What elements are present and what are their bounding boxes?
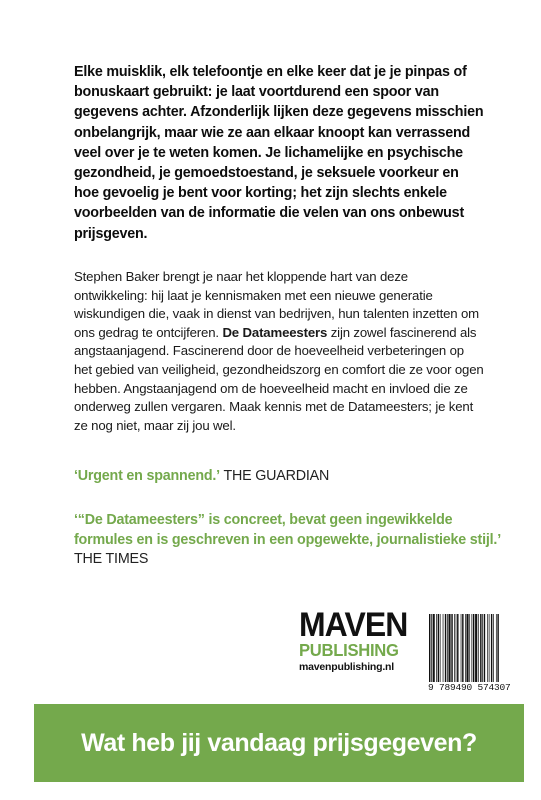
barcode-digits: 9 789490 574307	[428, 682, 524, 693]
review-quote-guardian	[74, 467, 504, 487]
quote-text: ‘Urgent en spannend.’	[74, 468, 220, 484]
quote-text: ‘“De Datameesters” is concreet, bevat geen ingewikkelde formules en is geschreven in een opgewekte, journalistieke stijl.’	[74, 512, 501, 548]
tagline-banner	[34, 704, 524, 782]
isbn-barcode	[428, 614, 524, 696]
quote-source: THE GUARDIAN	[223, 468, 330, 484]
body-text-part-1: Stephen Baker brengt je naar het kloppende hart van deze ontwikkeling: hij laat je kennismaken met een nieuwe generatie wiskundigen die, vaak in dienst van bedrijven, hun talenten inzetten om ons gedrag te ontcijferen.	[74, 269, 480, 340]
intro-paragraph: Elke muisklik, elk telefoontje en elke keer dat je je pinpas of bonuskaart gebruikt: je laat voortdurend een spoor van gegevens achter. Afzonderlijk lijken deze gegevens misschien onbelangrijk, maar wie ze aan elkaar knoopt kan verrassend veel over je te weten komen. Je lichamelijke en psychische gezondheid, je gemoedstoestand, je seksuele voorkeur en hoe gevoelig je bent voor korting; het zijn slechts enkele voorbeelden van de informatie die velen van ons onbewust prijsgeven.	[74, 64, 484, 242]
barcode-bars	[428, 614, 524, 684]
quote-source: THE TIMES	[74, 551, 149, 568]
review-quote-times	[74, 511, 504, 570]
book-title: De Datameesters	[222, 324, 328, 340]
logo-publishing-text: PUBLISHING	[299, 640, 399, 660]
publisher-logo	[299, 606, 425, 673]
publisher-url: mavenpublishing.nl	[299, 661, 394, 673]
logo-maven-text: MAVEN	[299, 606, 408, 644]
body-text-part-2: zijn zowel fascinerend als angstaanjagend. Fascinerend door de hoeveelheid verbeteringen op het gebied van veiligheid, gezondheidszorg en comfort die ze voor ogen hebben. Angstaanjagend om de hoeveelheid macht en invloed die ze onderweg zullen vergaren. Maak kennis met de Datameesters; je kent ze nog niet, maar zij jou wel.	[74, 324, 484, 433]
tagline-text: Wat heb jij vandaag prijsgegeven?	[81, 728, 477, 757]
body-paragraph	[74, 268, 484, 435]
